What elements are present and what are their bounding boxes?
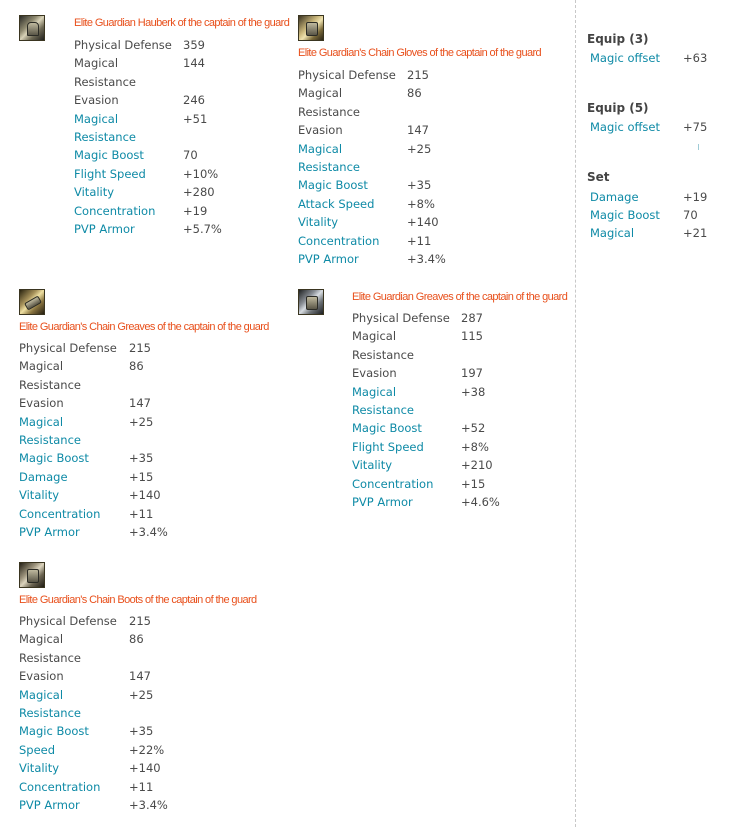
item-title: Elite Guardian Hauberk of the captain of the guard — [74, 17, 290, 29]
stat-row — [298, 140, 498, 158]
stat-row — [19, 376, 219, 394]
stat-value: +35 — [129, 724, 154, 739]
stat-label: Magical — [19, 414, 64, 429]
bonus-label: Magical — [590, 226, 635, 240]
stat-row — [298, 213, 498, 231]
stat-value: 359 — [183, 38, 205, 52]
bonus-value: 70 — [683, 208, 698, 222]
stat-value: 115 — [461, 329, 483, 344]
stat-value: +11 — [129, 506, 154, 521]
bonus-value: +75 — [683, 120, 708, 134]
stat-label: Flight Speed — [74, 166, 146, 181]
item-title: Elite Guardian's Chain Boots of the captain of the guard — [19, 594, 257, 606]
stat-value: 147 — [129, 396, 151, 411]
bonus-value: +63 — [683, 51, 708, 65]
stat-list — [19, 339, 219, 541]
stat-value: +25 — [407, 141, 432, 156]
equip-3-bonus-row — [590, 49, 708, 67]
stat-label: Vitality — [298, 215, 339, 230]
stat-row — [74, 165, 274, 183]
stat-label: Magical — [298, 141, 343, 156]
stat-label: Concentration — [298, 233, 380, 248]
stat-row — [352, 309, 552, 327]
stat-value: 197 — [461, 366, 483, 381]
stat-value: +11 — [129, 779, 154, 794]
stat-label: Concentration — [352, 476, 434, 491]
stat-label: Magic Boost — [19, 451, 89, 466]
stat-list — [74, 36, 274, 238]
bonus-label: Magic Boost — [590, 208, 660, 222]
stat-label: Speed — [19, 742, 56, 757]
stat-value: 215 — [129, 341, 151, 355]
stat-row — [19, 413, 219, 431]
stat-row — [352, 419, 552, 437]
stat-value: +35 — [407, 178, 432, 193]
stat-row — [74, 54, 274, 72]
bonus-value: +19 — [683, 190, 708, 204]
stat-label: Physical Defense — [19, 614, 117, 628]
stat-row — [19, 686, 219, 704]
bonus-label: Magic offset — [590, 120, 660, 134]
set-heading: Set — [587, 170, 610, 184]
stat-value: 246 — [183, 93, 205, 108]
stat-row — [298, 158, 498, 176]
stat-label: Magical — [74, 56, 119, 71]
stat-row — [74, 220, 274, 238]
decorative-tick — [698, 144, 699, 150]
stat-label: Magical — [19, 632, 64, 647]
stat-label: Resistance — [19, 377, 81, 392]
stat-value: 215 — [407, 68, 429, 82]
column-divider — [575, 0, 576, 827]
stat-row — [19, 649, 219, 667]
stat-label: Evasion — [74, 93, 119, 108]
bonus-value: +21 — [683, 226, 708, 240]
stat-label: Concentration — [19, 779, 101, 794]
stat-row — [19, 741, 219, 759]
stat-value: +210 — [461, 458, 493, 473]
stat-row — [74, 128, 274, 146]
chain-boots-icon[interactable] — [19, 562, 45, 588]
item-title: Elite Guardian Greaves of the captain of the guard — [352, 291, 568, 303]
stat-label: Resistance — [298, 159, 360, 174]
stat-row — [19, 339, 219, 357]
stat-label: PVP Armor — [74, 221, 135, 236]
stat-row — [298, 84, 498, 102]
stat-row — [19, 523, 219, 541]
stat-row — [74, 36, 274, 54]
stat-row — [19, 431, 219, 449]
greaves-icon[interactable] — [298, 289, 324, 315]
stat-value: 86 — [129, 359, 144, 374]
stat-value: 215 — [129, 614, 151, 628]
stat-row — [298, 103, 498, 121]
stat-row — [74, 146, 274, 164]
stat-row — [74, 73, 274, 91]
stat-label: PVP Armor — [298, 251, 359, 266]
stat-value: +8% — [407, 196, 435, 211]
equip-5-heading: Equip (5) — [587, 101, 649, 115]
stat-value: +3.4% — [129, 797, 168, 812]
stat-value: +38 — [461, 384, 486, 399]
stat-row — [19, 704, 219, 722]
stat-row — [19, 505, 219, 523]
stat-label: Magic Boost — [298, 178, 368, 193]
stat-value: 86 — [129, 632, 144, 647]
stat-row — [19, 759, 219, 777]
stat-value: +140 — [129, 488, 161, 503]
stat-value: +15 — [129, 469, 154, 484]
stat-value: +22% — [129, 742, 165, 757]
stat-label: Resistance — [19, 432, 81, 447]
stat-row — [19, 468, 219, 486]
stat-list — [298, 66, 498, 268]
stat-label: Resistance — [352, 347, 414, 362]
stat-label: Vitality — [352, 458, 393, 473]
stat-row — [298, 176, 498, 194]
stat-value: +140 — [129, 761, 161, 776]
stat-row — [352, 383, 552, 401]
stat-row — [19, 778, 219, 796]
stat-row — [19, 796, 219, 814]
stat-label: Magical — [352, 384, 397, 399]
stat-label: Magical — [19, 687, 64, 702]
stat-value: 147 — [407, 123, 429, 138]
stat-row — [352, 493, 552, 511]
stat-value: +280 — [183, 185, 215, 200]
stat-row — [352, 401, 552, 419]
stat-list — [19, 612, 219, 814]
stat-row — [298, 250, 498, 268]
stat-row — [19, 667, 219, 685]
stat-value: 144 — [183, 56, 205, 71]
chain-gloves-icon[interactable] — [298, 15, 324, 41]
stat-value: 147 — [129, 669, 151, 684]
stat-value: 287 — [461, 311, 483, 325]
stat-label: Evasion — [19, 669, 64, 684]
stat-value: +51 — [183, 111, 208, 126]
stat-label: Magical — [19, 359, 64, 374]
stat-label: PVP Armor — [352, 494, 413, 509]
stat-row — [298, 121, 498, 139]
stat-label: Concentration — [74, 203, 156, 218]
stat-label: Resistance — [298, 104, 360, 119]
stat-list — [352, 309, 552, 511]
stat-value: +19 — [183, 203, 208, 218]
stat-row — [298, 232, 498, 250]
stat-value: +3.4% — [129, 524, 168, 539]
stat-label: Resistance — [74, 129, 136, 144]
stat-label: PVP Armor — [19, 524, 80, 539]
stat-label: Magical — [74, 111, 119, 126]
stat-value: +10% — [183, 166, 219, 181]
stat-value: +15 — [461, 476, 486, 491]
stat-row — [74, 202, 274, 220]
stat-value: +25 — [129, 687, 154, 702]
stat-value: 70 — [183, 148, 198, 163]
stat-label: Magic Boost — [19, 724, 89, 739]
stat-label: Physical Defense — [298, 68, 396, 82]
stat-label: Physical Defense — [19, 341, 117, 355]
stat-value: +140 — [407, 215, 439, 230]
stat-label: Resistance — [352, 402, 414, 417]
stat-label: Flight Speed — [352, 439, 424, 454]
stat-value: +3.4% — [407, 251, 446, 266]
stat-row — [352, 438, 552, 456]
stat-row — [19, 486, 219, 504]
stat-value: +35 — [129, 451, 154, 466]
stat-value: +25 — [129, 414, 154, 429]
stat-label: Vitality — [74, 185, 115, 200]
equip-3-heading: Equip (3) — [587, 32, 649, 46]
item-title: Elite Guardian's Chain Gloves of the captain of the guard — [298, 47, 542, 59]
stat-label: Magical — [352, 329, 397, 344]
stat-label: Magic Boost — [352, 421, 422, 436]
stat-label: Evasion — [19, 396, 64, 411]
stat-label: Evasion — [298, 123, 343, 138]
stat-row — [352, 346, 552, 364]
stat-row — [19, 722, 219, 740]
stat-value: +8% — [461, 439, 489, 454]
stat-row — [352, 475, 552, 493]
stat-label: Resistance — [19, 705, 81, 720]
set-bonus-row — [590, 206, 698, 224]
stat-label: Physical Defense — [74, 38, 172, 52]
stat-row — [298, 66, 498, 84]
stat-value: +11 — [407, 233, 432, 248]
stat-row — [19, 612, 219, 630]
stat-label: Concentration — [19, 506, 101, 521]
stat-label: PVP Armor — [19, 797, 80, 812]
stat-label: Attack Speed — [298, 196, 375, 211]
set-bonus-row — [590, 224, 708, 242]
bonus-label: Damage — [590, 190, 639, 204]
stat-label: Damage — [19, 469, 68, 484]
stat-label: Resistance — [19, 650, 81, 665]
stat-value: +4.6% — [461, 494, 500, 509]
stat-row — [19, 394, 219, 412]
chain-greaves-icon[interactable] — [19, 289, 45, 315]
stat-row — [74, 183, 274, 201]
stat-row — [352, 327, 552, 345]
stat-row — [352, 456, 552, 474]
stat-label: Magical — [298, 86, 343, 101]
set-bonus-row — [590, 188, 708, 206]
stat-row — [352, 364, 552, 382]
stat-value: +5.7% — [183, 221, 222, 236]
stat-value: +52 — [461, 421, 486, 436]
equip-5-bonus-row — [590, 118, 708, 136]
stat-label: Vitality — [19, 488, 60, 503]
stat-value: 86 — [407, 86, 422, 101]
hauberk-armor-icon[interactable] — [19, 15, 45, 41]
stat-row — [298, 195, 498, 213]
stat-row — [19, 357, 219, 375]
stat-row — [19, 630, 219, 648]
stat-row — [19, 449, 219, 467]
stat-row — [74, 110, 274, 128]
stat-label: Resistance — [74, 74, 136, 89]
stat-label: Vitality — [19, 761, 60, 776]
stat-label: Evasion — [352, 366, 397, 381]
stat-row — [74, 91, 274, 109]
item-title: Elite Guardian's Chain Greaves of the captain of the guard — [19, 321, 269, 333]
stat-label: Magic Boost — [74, 148, 144, 163]
stat-label: Physical Defense — [352, 311, 450, 325]
bonus-label: Magic offset — [590, 51, 660, 65]
